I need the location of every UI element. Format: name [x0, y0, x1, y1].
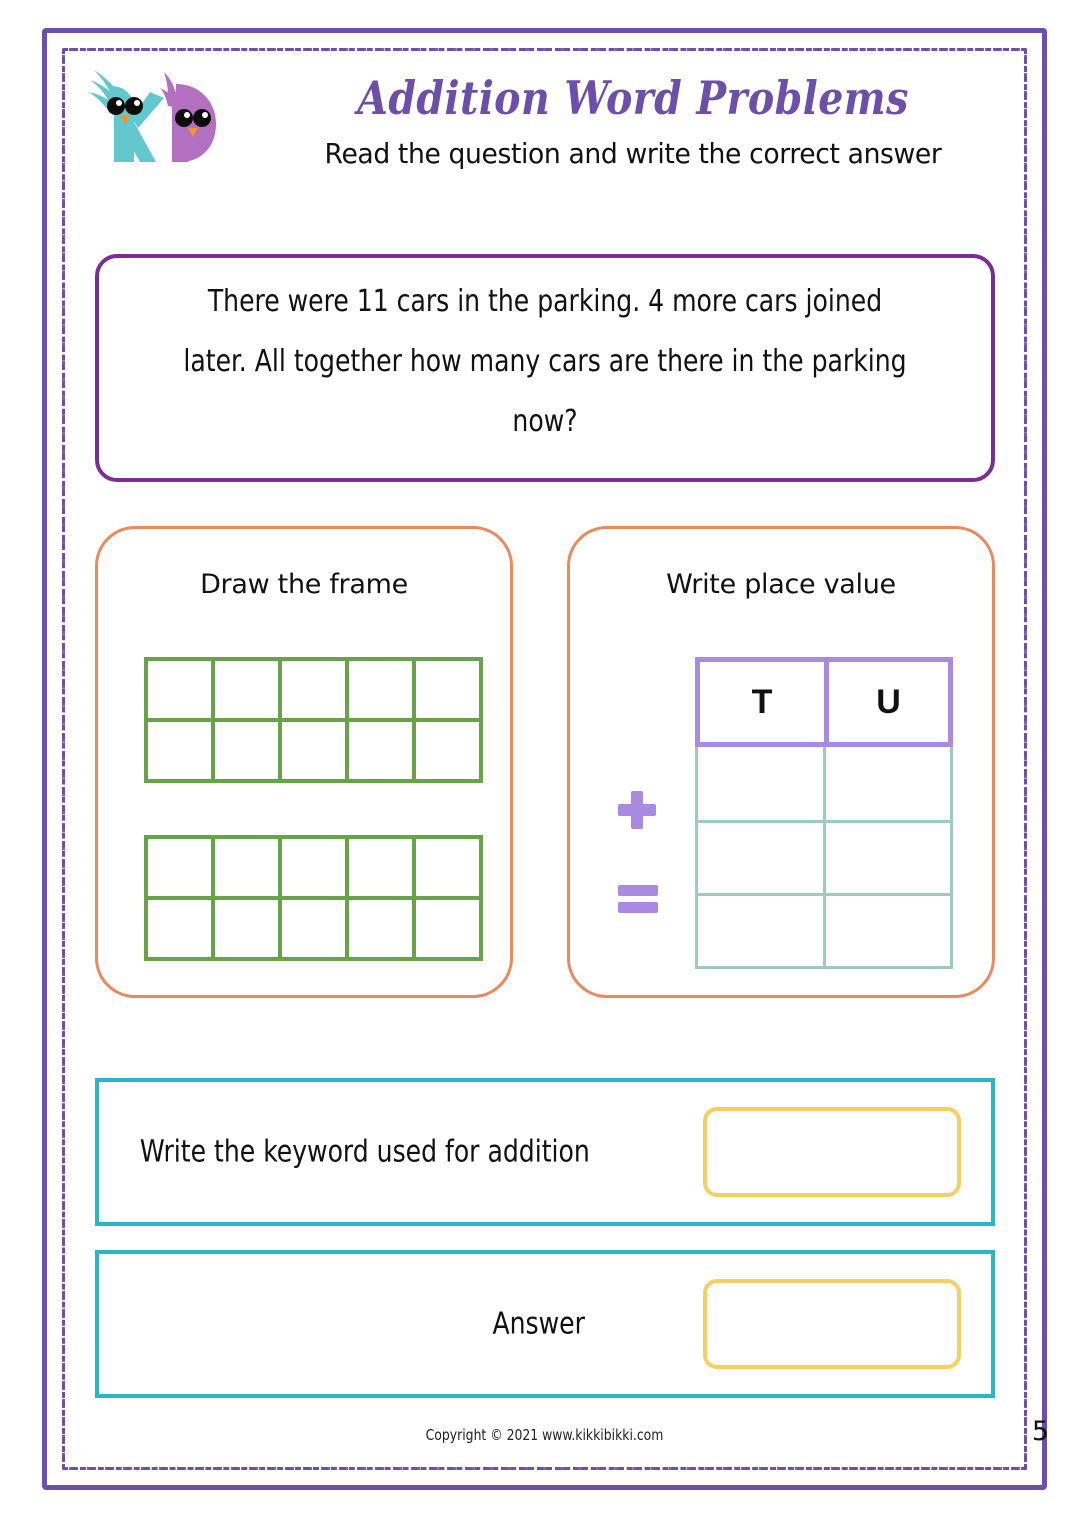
keyword-input[interactable]: [703, 1107, 961, 1197]
ten-frame-cell[interactable]: [282, 900, 349, 961]
place-value-panel: [567, 526, 995, 998]
ten-frame-cell[interactable]: [215, 661, 282, 722]
place-value-cell[interactable]: [826, 747, 954, 820]
draw-frame-title: Draw the frame: [200, 569, 408, 600]
draw-frame-panel: [95, 526, 513, 998]
place-value-cell[interactable]: [698, 820, 826, 893]
ten-frame-cell[interactable]: [416, 661, 483, 722]
question-box: [95, 254, 995, 482]
ten-frame-cell[interactable]: [349, 722, 416, 783]
ten-frame-cell[interactable]: [148, 661, 215, 722]
worksheet-header: [62, 48, 1027, 216]
place-value-cell[interactable]: [826, 893, 954, 966]
place-value-cell[interactable]: [826, 820, 954, 893]
place-value-cell[interactable]: [698, 747, 826, 820]
ten-frame-cell[interactable]: [215, 839, 282, 900]
equals-icon: [618, 885, 658, 913]
place-value-header-row: [695, 657, 953, 747]
ten-frame-cell[interactable]: [416, 722, 483, 783]
ten-frame-cell[interactable]: [416, 900, 483, 961]
worksheet-content: [62, 48, 1049, 1470]
ten-frame-cell[interactable]: [349, 900, 416, 961]
ten-frame-cell[interactable]: [148, 839, 215, 900]
column-header-units: U: [824, 662, 948, 742]
place-value-body: [695, 747, 953, 969]
title-block: [252, 72, 1014, 170]
page-title: Addition Word Problems: [357, 71, 909, 125]
ten-frame-cell[interactable]: [349, 839, 416, 900]
logo-birds-icon: [80, 62, 240, 172]
keyword-row: [95, 1078, 995, 1226]
ten-frame-cell[interactable]: [416, 839, 483, 900]
bird-b-icon: [160, 72, 216, 162]
ten-frame-cell[interactable]: [349, 661, 416, 722]
place-value-title: Write place value: [666, 569, 896, 600]
ten-frame-1[interactable]: [144, 657, 483, 783]
page-subtitle: Read the question and write the correct answer: [324, 136, 942, 170]
keyword-label: Write the keyword used for addition: [139, 1134, 590, 1170]
ten-frame-cell[interactable]: [282, 839, 349, 900]
operator-column: [618, 791, 664, 913]
column-header-tens: T: [751, 682, 773, 721]
ten-frame-cell[interactable]: [282, 661, 349, 722]
plus-icon: [618, 791, 656, 829]
bird-k-icon: [88, 70, 164, 162]
ten-frame-cell[interactable]: [215, 900, 282, 961]
ten-frame-cell[interactable]: [148, 900, 215, 961]
kikkibikki-logo: [80, 62, 240, 172]
ten-frame-cell[interactable]: [215, 722, 282, 783]
answer-input[interactable]: [703, 1279, 961, 1369]
answer-row: [95, 1250, 995, 1398]
ten-frames-group: [144, 657, 483, 961]
ten-frame-cell[interactable]: [282, 722, 349, 783]
page-number: 5: [1031, 1416, 1049, 1447]
ten-frame-cell[interactable]: [148, 722, 215, 783]
ten-frame-2[interactable]: [144, 835, 483, 961]
place-value-table: [695, 657, 953, 969]
place-value-cell[interactable]: [698, 893, 826, 966]
copyright-text: Copyright © 2021 www.kikkibikki.com: [425, 1426, 664, 1444]
answer-label: Answer: [492, 1306, 585, 1342]
question-text: There were 11 cars in the parking. 4 more cars joined later. All together how many cars are there in the parking now?: [183, 284, 907, 439]
